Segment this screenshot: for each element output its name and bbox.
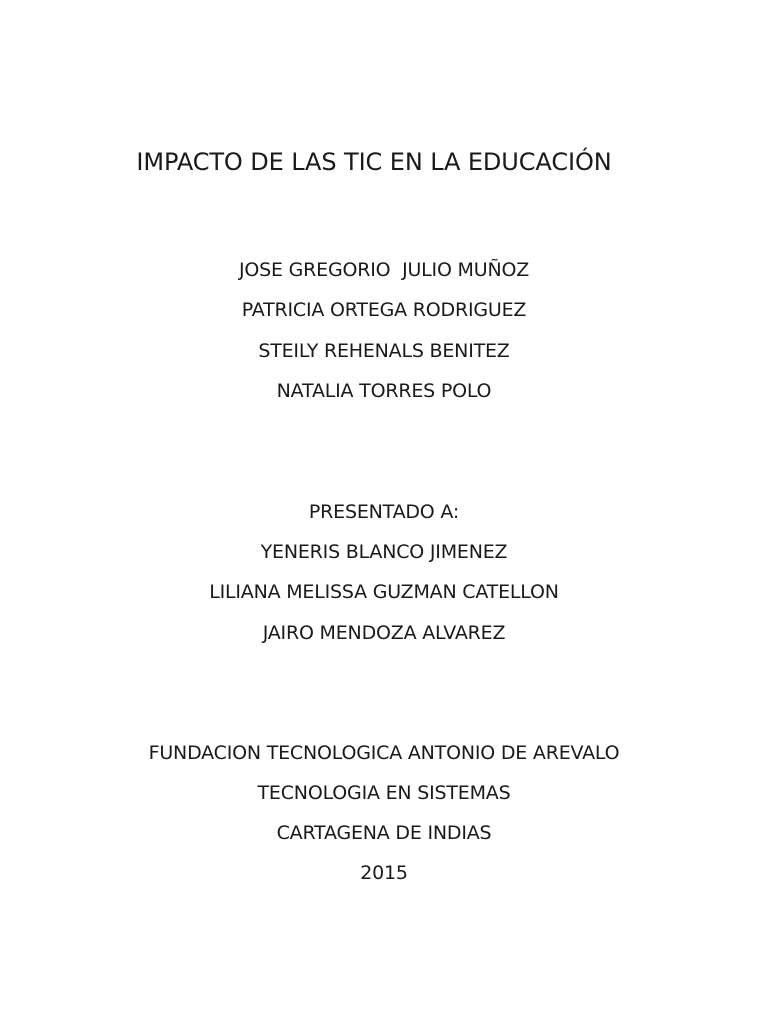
- author-name: STEILY REHENALS BENITEZ: [258, 340, 510, 362]
- presented-to-heading: PRESENTADO A:: [308, 501, 460, 523]
- author-name: NATALIA TORRES POLO: [276, 380, 492, 402]
- presented-to-name: JAIRO MENDOZA ALVAREZ: [262, 622, 506, 644]
- author-name: JOSE GREGORIO JULIO MUÑOZ: [238, 259, 530, 281]
- city-name: CARTAGENA DE INDIAS: [276, 822, 492, 844]
- presented-to-name: YENERIS BLANCO JIMENEZ: [260, 541, 508, 563]
- institution-name: FUNDACION TECNOLOGICA ANTONIO DE AREVALO: [148, 742, 620, 764]
- program-name: TECNOLOGIA EN SISTEMAS: [257, 782, 511, 804]
- document-year: 2015: [360, 862, 408, 884]
- document-title: IMPACTO DE LAS TIC EN LA EDUCACIÓN: [136, 148, 612, 176]
- author-name: PATRICIA ORTEGA RODRIGUEZ: [241, 299, 527, 321]
- presented-to-name: LILIANA MELISSA GUZMAN CATELLON: [209, 581, 559, 603]
